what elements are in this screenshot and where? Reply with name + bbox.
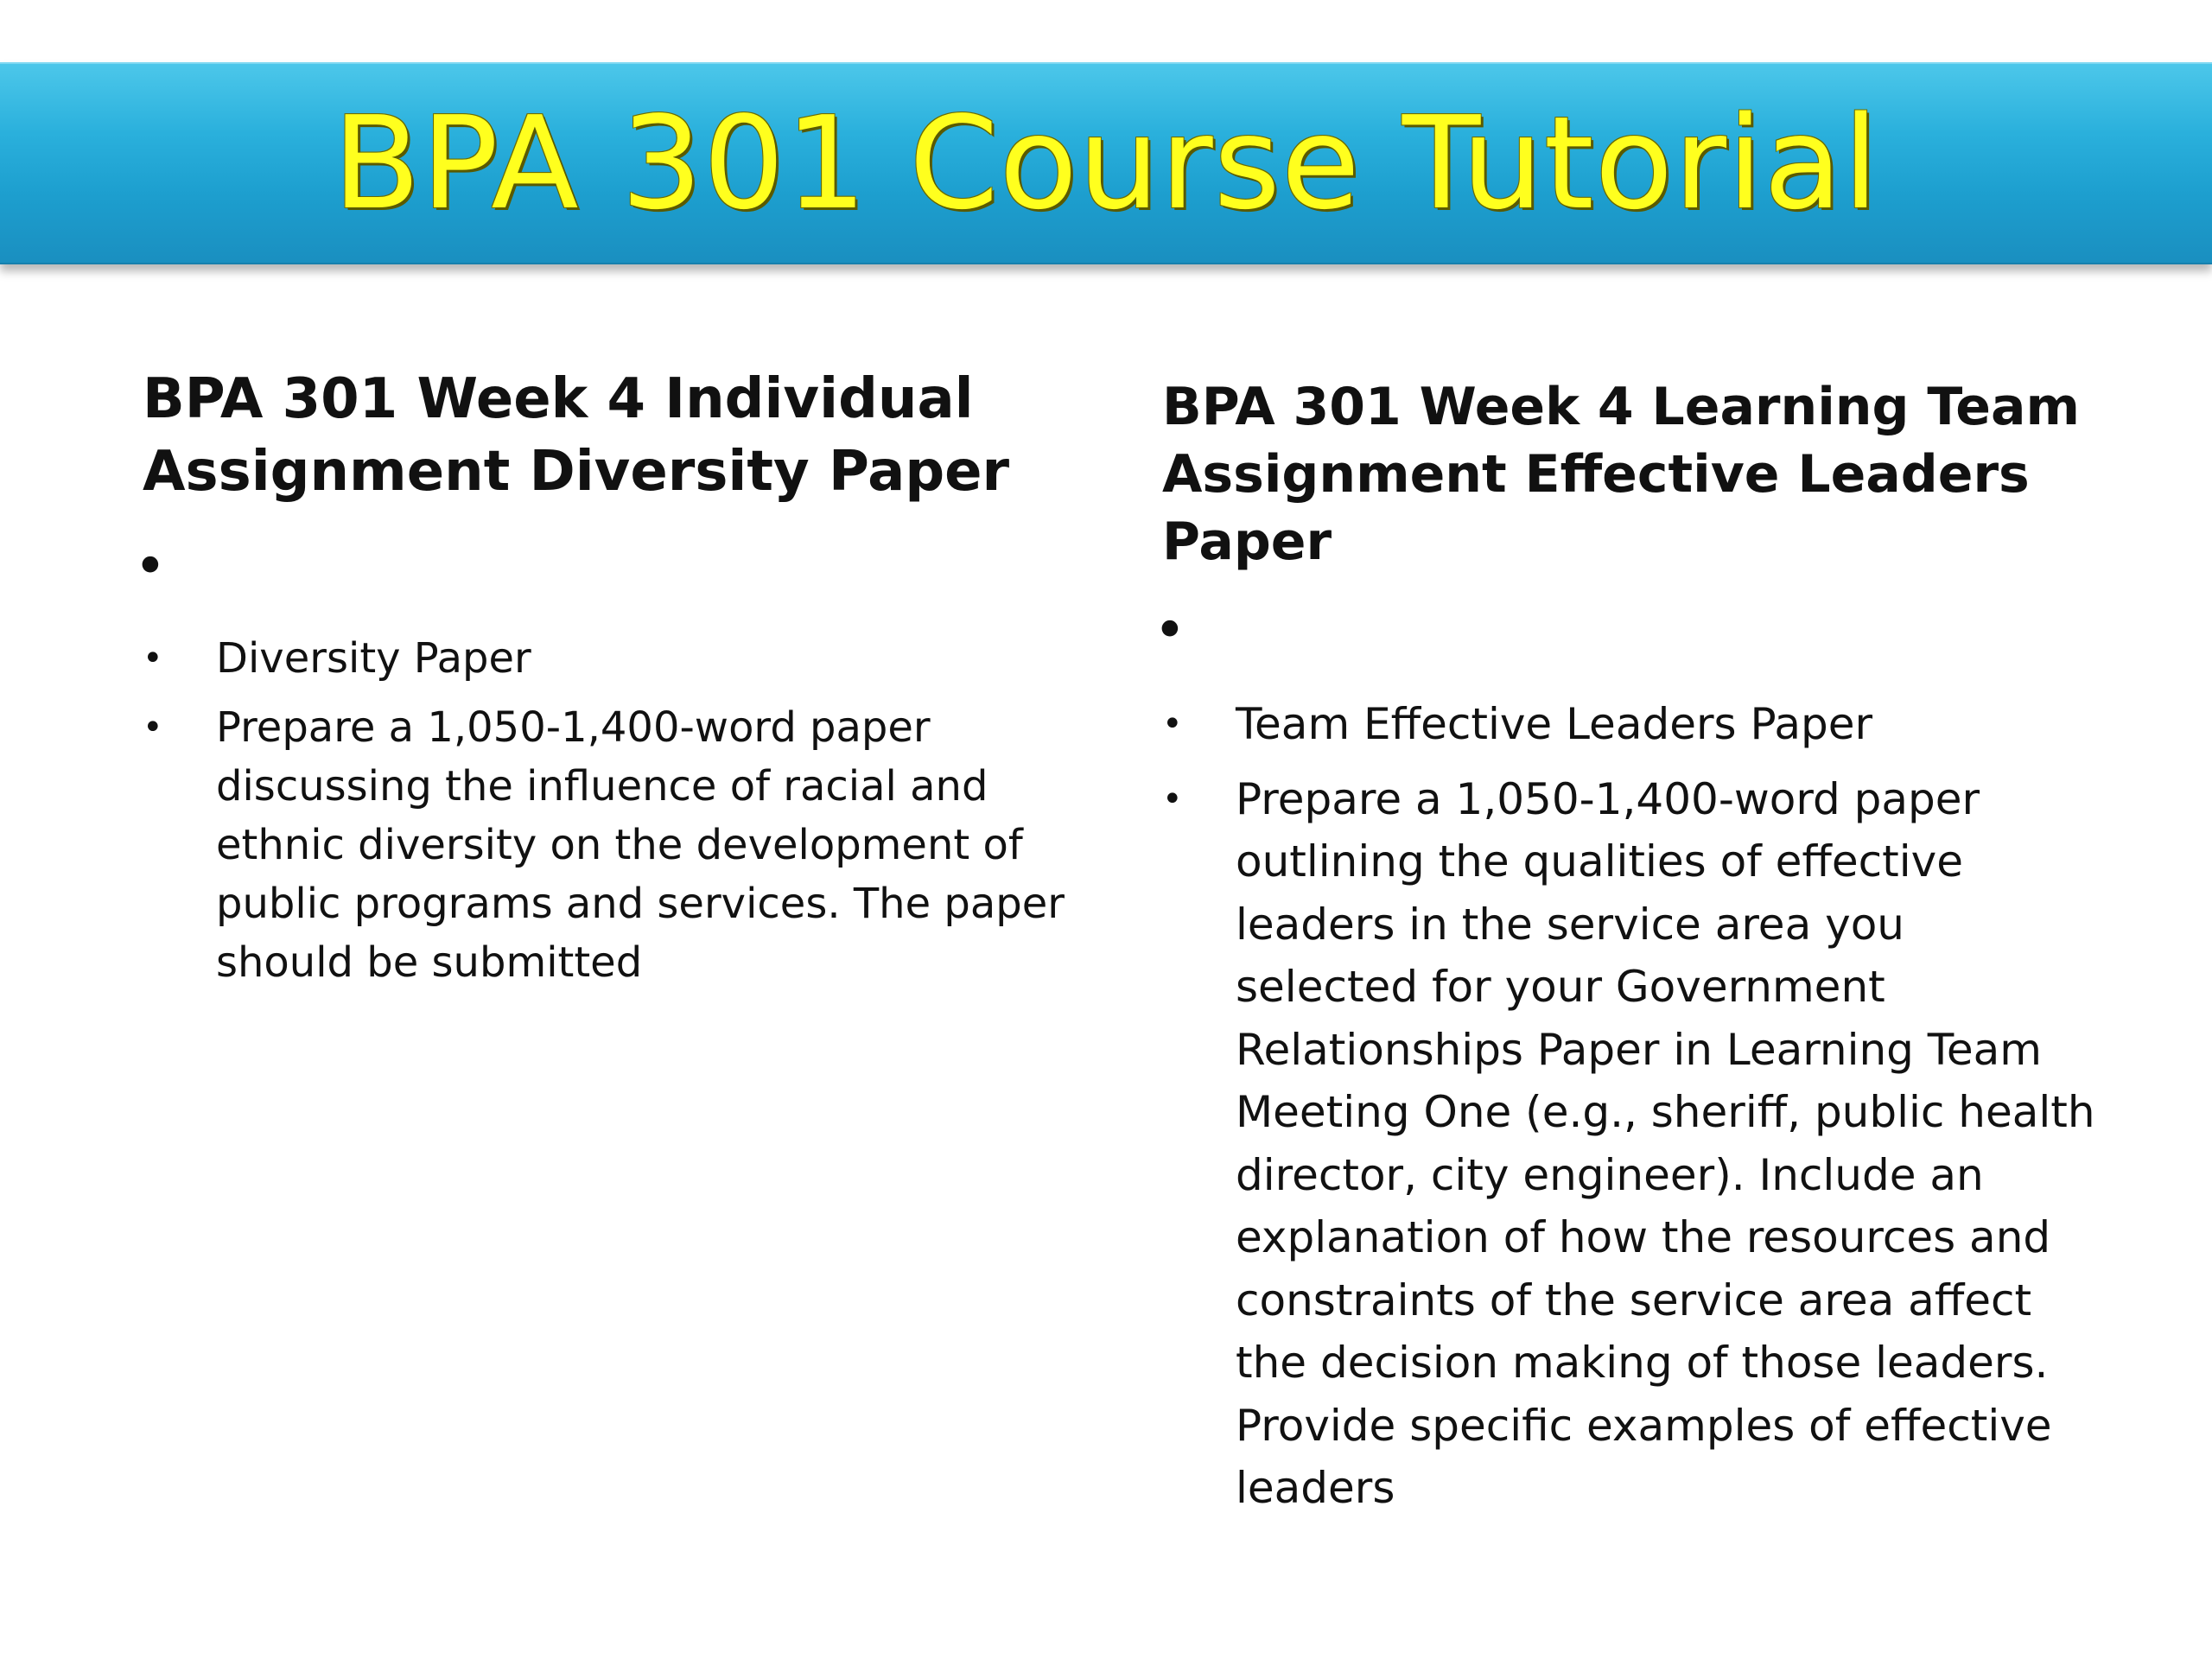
- list-item: [143, 698, 1076, 992]
- list-item-text: Diversity Paper: [216, 634, 531, 683]
- list-item-text: Prepare a 1,050-1,400-word paper discussing the influence of racial and ethnic diversity on the development of public programs and services. The paper should be submitted: [216, 703, 1065, 987]
- right-bullet-list: [1162, 693, 2095, 1520]
- list-item: [1162, 768, 2095, 1520]
- bullet-icon: •: [1162, 704, 1183, 744]
- list-item: [143, 629, 1076, 688]
- left-heading-line1: BPA 301 Week 4 Individual: [143, 367, 974, 431]
- bullet-icon: •: [143, 708, 163, 747]
- bullet-icon: •: [1162, 779, 1183, 819]
- list-item-text: Team Effective Leaders Paper: [1236, 699, 1873, 749]
- title-banner: [0, 62, 2212, 264]
- right-heading: [1162, 373, 2095, 575]
- list-item: [1162, 693, 2095, 756]
- empty-bullet: •: [1154, 599, 1186, 663]
- list-item-text: Prepare a 1,050-1,400-word paper outlining the qualities of effective leaders in the service area you selected for your Government Relationships Paper in Learning Team Meeting One (e.g., sheriff, public health director, city engineer). Include an explanation of how the resources and constraints of the service area affect the decision making of those leaders. Provide specific examples of effective leaders: [1236, 773, 2095, 1513]
- bullet-icon: •: [143, 639, 163, 678]
- right-heading-line2: Assignment Effective Leaders Paper: [1162, 444, 2030, 572]
- empty-bullet: •: [134, 535, 167, 599]
- left-bullet-list: [143, 629, 1076, 992]
- page-title: BPA 301 Course Tutorial: [333, 89, 1879, 238]
- left-heading: [143, 363, 1076, 508]
- right-heading-line1: BPA 301 Week 4 Learning Team: [1162, 377, 2081, 437]
- left-column: [134, 363, 1076, 1002]
- left-heading-line2: Assignment Diversity Paper: [143, 440, 1010, 504]
- right-column: [1154, 363, 2095, 1532]
